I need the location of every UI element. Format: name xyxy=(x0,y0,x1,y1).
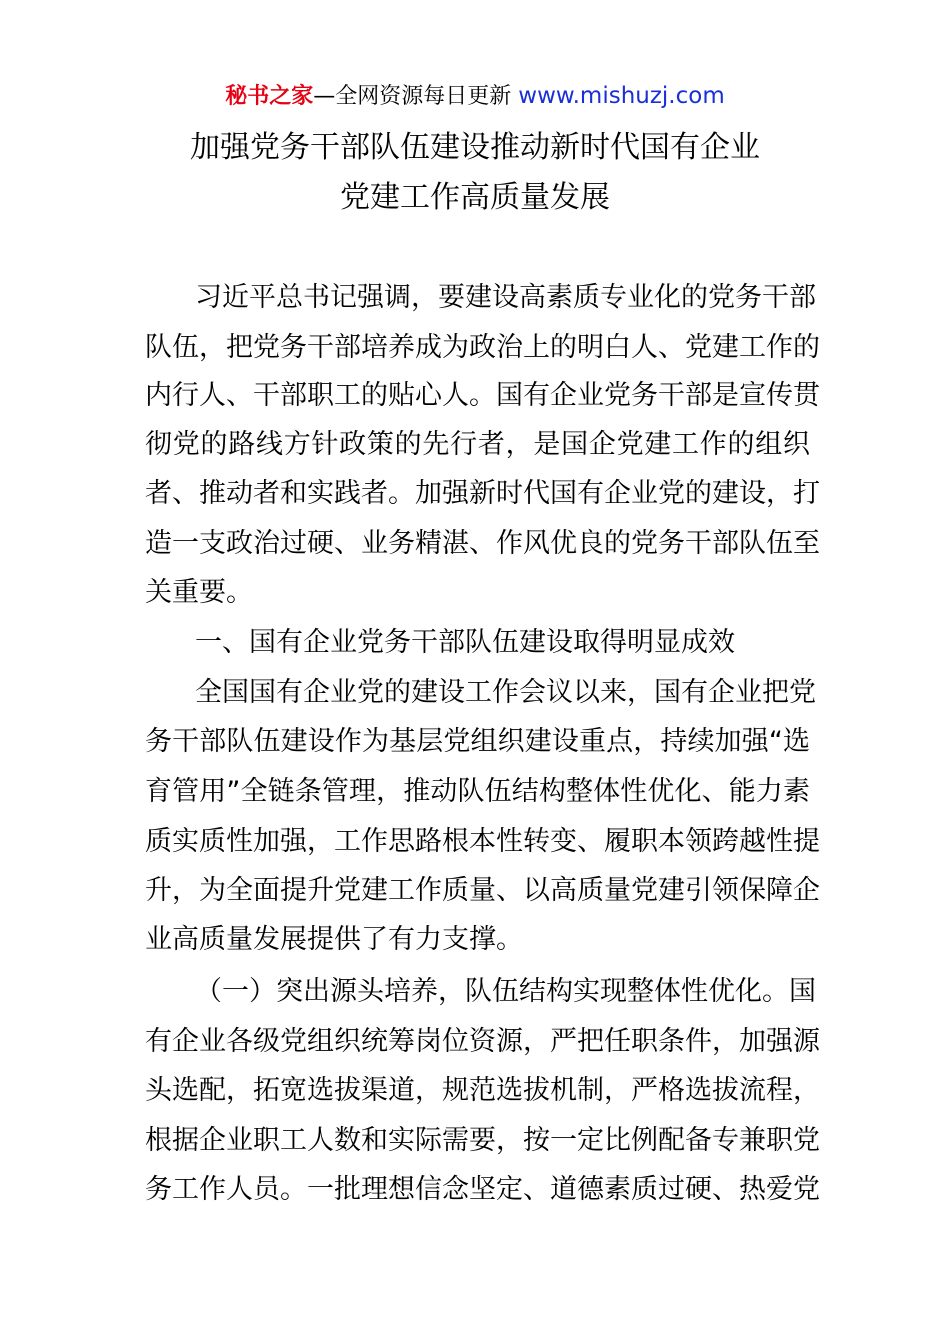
paragraph-line: 习近平总书记强调，要建设高素质专业化的党务干部 xyxy=(195,282,816,313)
paragraph-line: 升，为全面提升党建工作质量、以高质量党建引领保障企 xyxy=(145,875,820,906)
paragraph-line: 育管用”全链条管理，推动队伍结构整体性优化、能力素 xyxy=(145,776,810,807)
paragraph-line: 造一支政治过硬、业务精湛、作风优良的党务干部队伍至 xyxy=(145,528,820,559)
document-title-line-2: 党建工作高质量发展 xyxy=(340,180,610,215)
paragraph-line: 全国国有企业党的建设工作会议以来，国有企业把党 xyxy=(195,677,816,708)
site-header xyxy=(0,80,950,113)
site-brand: 秘书之家 xyxy=(225,84,314,109)
site-url-link[interactable]: www.mishuzj.com xyxy=(518,83,725,109)
paragraph-line: 务干部队伍建设作为基层党组织建设重点，持续加强“选 xyxy=(145,726,810,757)
paragraph-line: 彻党的路线方针政策的先行者，是国企党建工作的组织 xyxy=(145,429,810,460)
paragraph-line: 务工作人员。一批理想信念坚定、道德素质过硬、热爱党 xyxy=(145,1174,820,1205)
paragraph-line: 头选配，拓宽选拔渠道，规范选拔机制，严格选拔流程， xyxy=(145,1075,820,1106)
paragraph-line: 内行人、干部职工的贴心人。国有企业党务干部是宣传贯 xyxy=(145,380,820,411)
paragraph-line: 业高质量发展提供了有力支撑。 xyxy=(145,924,523,955)
paragraph-line: 关重要。 xyxy=(145,577,253,608)
paragraph-line: 质实质性加强，工作思路根本性转变、履职本领跨越性提 xyxy=(145,826,820,857)
site-tagline: —全网资源每日更新 xyxy=(313,84,512,109)
document-title-line-1: 加强党务干部队伍建设推动新时代国有企业 xyxy=(190,130,760,165)
subsection-line: （一）突出源头培养，队伍结构实现整体性优化。国 xyxy=(195,976,816,1007)
paragraph-line: 队伍，把党务干部培养成为政治上的明白人、党建工作的 xyxy=(145,332,820,363)
section-heading: 一、国有企业党务干部队伍建设取得明显成效 xyxy=(195,627,735,658)
paragraph-line: 有企业各级党组织统筹岗位资源，严把任职条件，加强源 xyxy=(145,1026,820,1057)
paragraph-line: 根据企业职工人数和实际需要，按一定比例配备专兼职党 xyxy=(145,1125,820,1156)
paragraph-line: 者、推动者和实践者。加强新时代国有企业党的建设，打 xyxy=(145,478,820,509)
